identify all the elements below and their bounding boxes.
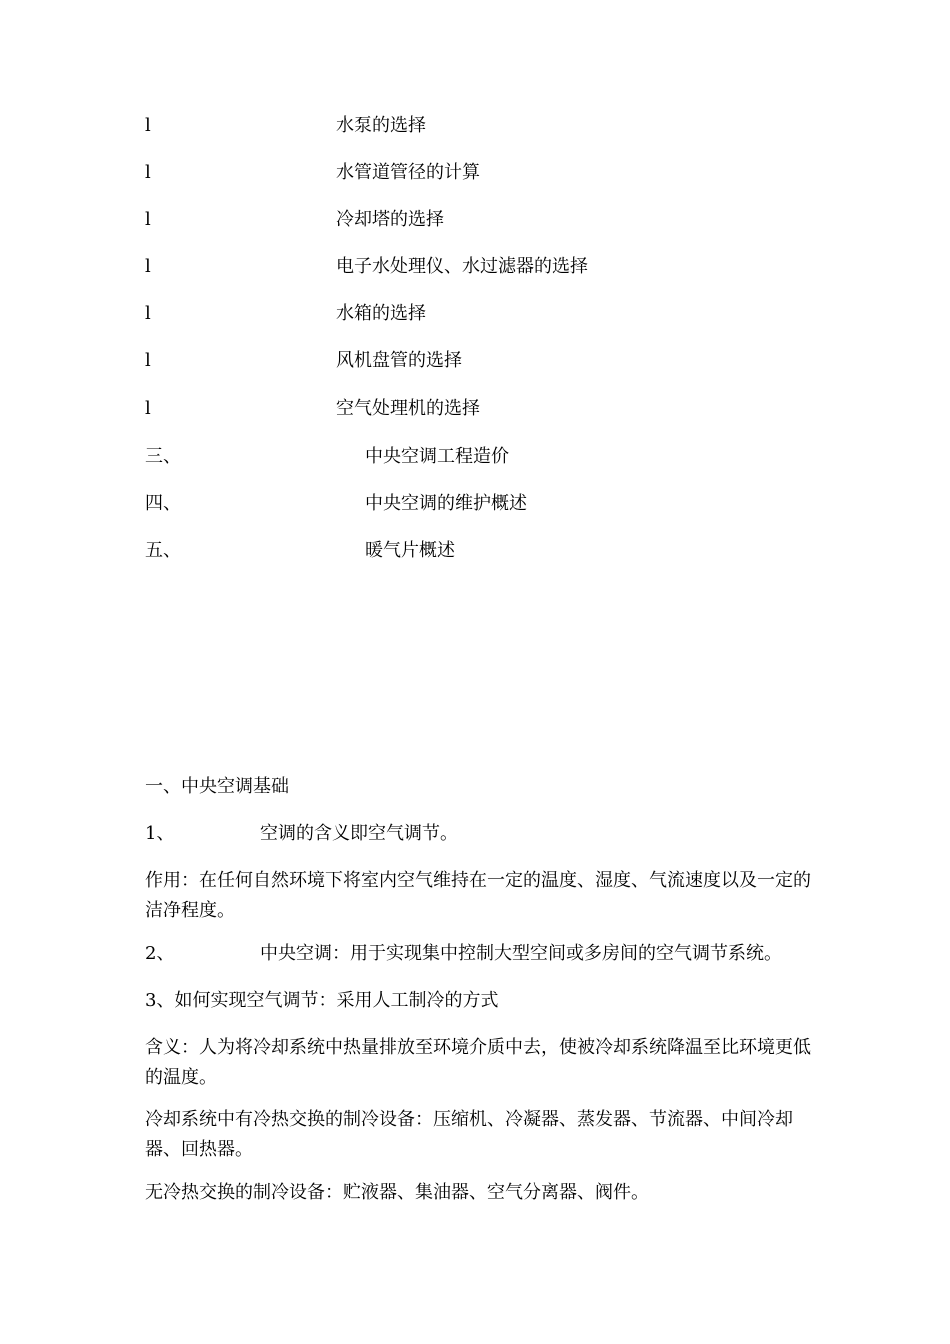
toc-section-marker: 五、	[145, 540, 181, 561]
toc-section-marker: 三、	[145, 446, 181, 467]
toc-bullet-marker: l	[145, 398, 151, 419]
section-heading: 一、中央空调基础	[145, 776, 289, 797]
toc-item-water-pump: 水泵的选择	[336, 115, 426, 136]
toc-item-water-treatment: 电子水处理仪、水过滤器的选择	[336, 256, 588, 277]
toc-item-pipe-diameter: 水管道管径的计算	[336, 162, 480, 183]
paragraph-no-exchange-equipment: 无冷热交换的制冷设备：贮液器、集油器、空气分离器、阀件。	[145, 1182, 649, 1203]
toc-item-fan-coil: 风机盘管的选择	[336, 350, 462, 371]
item3-text: 3、如何实现空气调节：采用人工制冷的方式	[145, 990, 499, 1011]
toc-bullet-marker: l	[145, 162, 151, 183]
toc-item-air-handler: 空气处理机的选择	[336, 398, 480, 419]
item1-text: 空调的含义即空气调节。	[260, 823, 458, 844]
toc-item-cooling-tower: 冷却塔的选择	[336, 209, 444, 230]
toc-bullet-marker: l	[145, 350, 151, 371]
item2-marker: 2、	[145, 943, 175, 964]
paragraph-meaning: 含义：人为将冷却系统中热量排放至环境介质中去，使被冷却系统降温至比环境更低的温度。	[145, 1037, 811, 1088]
toc-section-radiator: 暖气片概述	[365, 540, 455, 561]
toc-section-marker: 四、	[145, 493, 181, 514]
toc-bullet-marker: l	[145, 209, 151, 230]
toc-bullet-marker: l	[145, 115, 151, 136]
toc-section-cost: 中央空调工程造价	[365, 446, 509, 467]
toc-bullet-marker: l	[145, 256, 151, 277]
paragraph-exchange-equipment: 冷却系统中有冷热交换的制冷设备：压缩机、冷凝器、蒸发器、节流器、中间冷却器、回热器。	[145, 1109, 793, 1160]
paragraph-function: 作用：在任何自然环境下将室内空气维持在一定的温度、湿度、气流速度以及一定的洁净程度。	[145, 870, 811, 921]
toc-bullet-marker: l	[145, 303, 151, 324]
item2-text: 中央空调：用于实现集中控制大型空间或多房间的空气调节系统。	[260, 943, 782, 964]
item1-marker: 1、	[145, 823, 175, 844]
toc-item-water-tank: 水箱的选择	[336, 303, 426, 324]
toc-section-maintenance: 中央空调的维护概述	[365, 493, 527, 514]
